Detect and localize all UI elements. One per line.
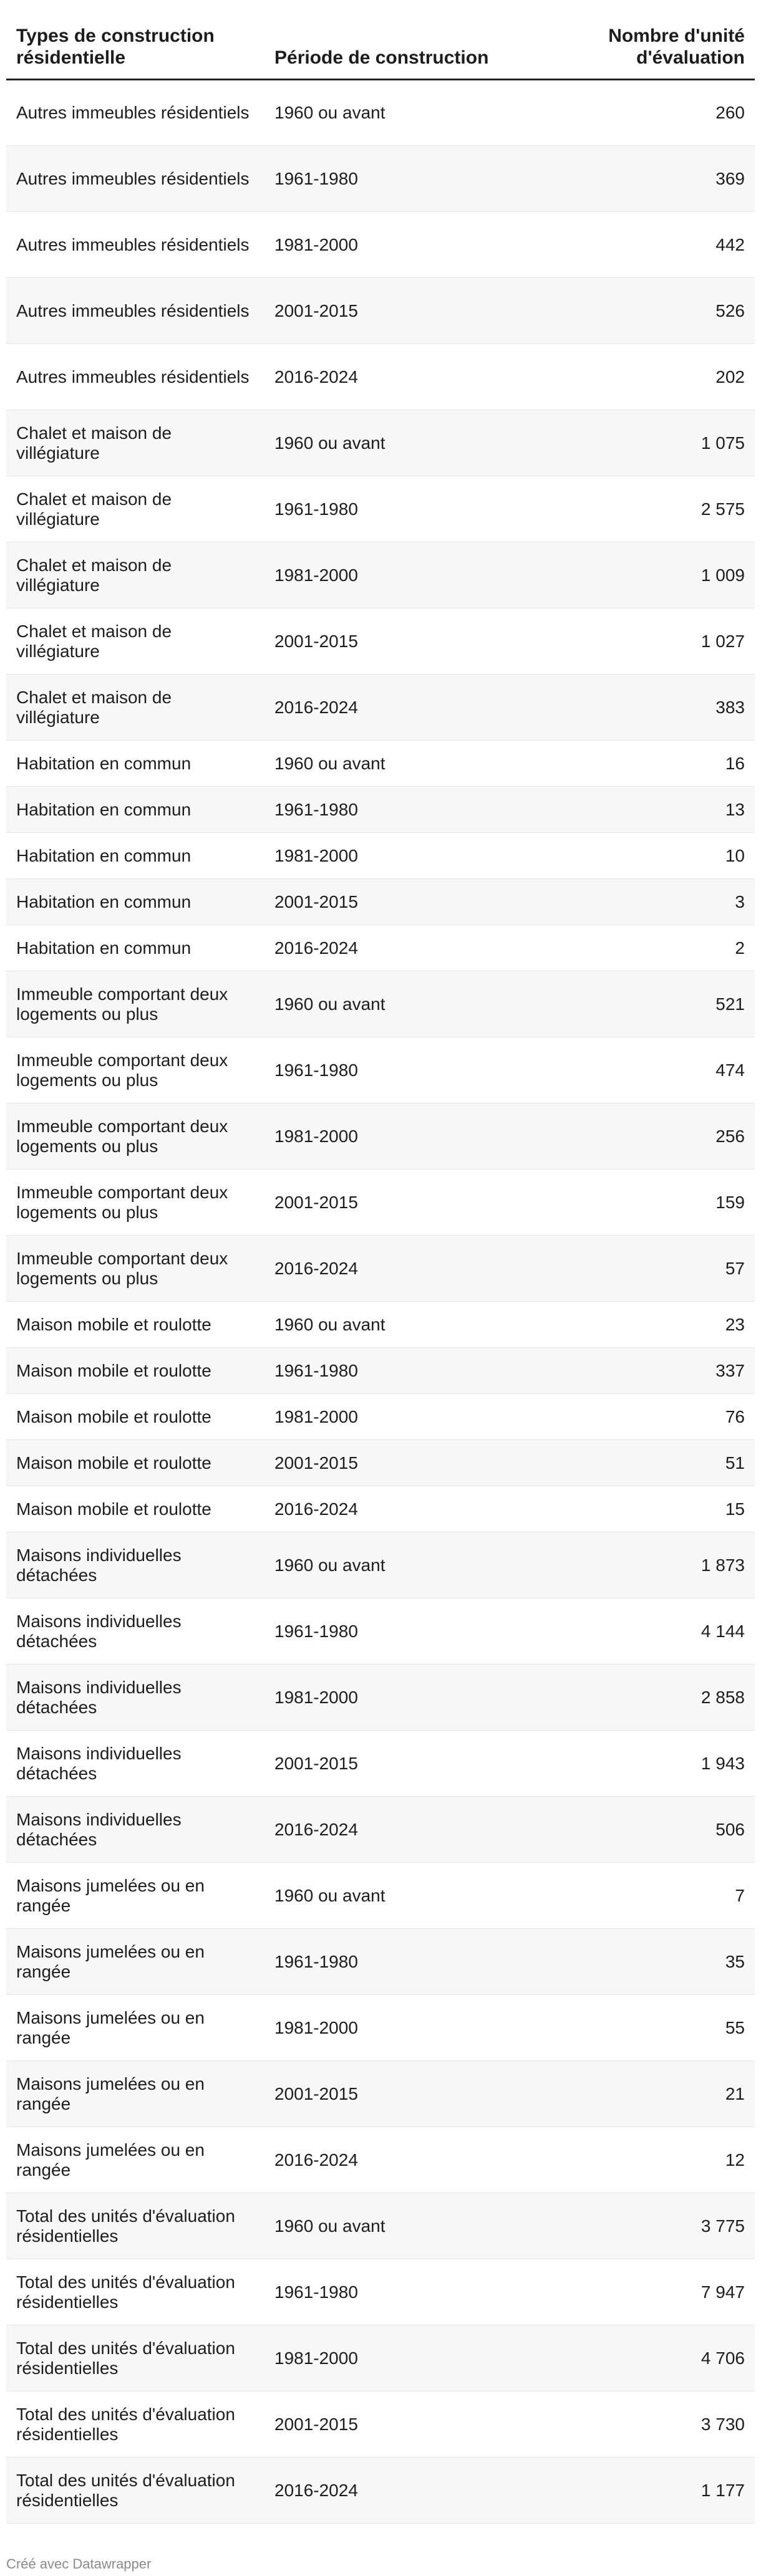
cell-construction-period: 2001-2015 (264, 2061, 563, 2127)
table-row (6, 2127, 755, 2193)
table-row (6, 476, 755, 542)
cell-unit-count: 2 858 (563, 1665, 755, 1731)
cell-unit-count: 16 (563, 741, 755, 787)
cell-construction-type: Total des unités d'évaluation résidentielles (6, 2391, 264, 2458)
table-row (6, 212, 755, 278)
table-row (6, 1532, 755, 1598)
cell-construction-period: 1981-2000 (264, 833, 563, 879)
table-row (6, 1797, 755, 1863)
cell-construction-period: 1961-1980 (264, 476, 563, 542)
cell-unit-count: 12 (563, 2127, 755, 2193)
cell-construction-type: Maisons jumelées ou en rangée (6, 2061, 264, 2127)
cell-construction-type: Chalet et maison de villégiature (6, 410, 264, 476)
cell-unit-count: 526 (563, 278, 755, 344)
cell-construction-type: Maisons jumelées ou en rangée (6, 1995, 264, 2061)
cell-construction-period: 1981-2000 (264, 2325, 563, 2391)
cell-construction-period: 1960 ou avant (264, 1532, 563, 1598)
table-row (6, 787, 755, 833)
cell-construction-period: 1960 ou avant (264, 410, 563, 476)
cell-construction-type: Maison mobile et roulotte (6, 1302, 264, 1348)
cell-construction-type: Autres immeubles résidentiels (6, 344, 264, 410)
cell-construction-type: Maison mobile et roulotte (6, 1440, 264, 1486)
cell-construction-period: 2016-2024 (264, 675, 563, 741)
cell-construction-type: Maisons jumelées ou en rangée (6, 1929, 264, 1995)
cell-construction-type: Immeuble comportant deux logements ou plus (6, 971, 264, 1037)
cell-unit-count: 1 075 (563, 410, 755, 476)
cell-unit-count: 51 (563, 1440, 755, 1486)
cell-construction-period: 1960 ou avant (264, 1302, 563, 1348)
cell-unit-count: 1 873 (563, 1532, 755, 1598)
cell-construction-period: 2016-2024 (264, 1236, 563, 1302)
table-row (6, 1863, 755, 1929)
cell-construction-type: Total des unités d'évaluation résidentielles (6, 2193, 264, 2259)
cell-construction-period: 1961-1980 (264, 1037, 563, 1103)
cell-unit-count: 7 (563, 1863, 755, 1929)
cell-unit-count: 35 (563, 1929, 755, 1995)
cell-construction-type: Total des unités d'évaluation résidentielles (6, 2259, 264, 2325)
table-row (6, 2458, 755, 2524)
cell-unit-count: 383 (563, 675, 755, 741)
table-row (6, 146, 755, 212)
cell-construction-type: Immeuble comportant deux logements ou plus (6, 1170, 264, 1236)
cell-construction-period: 1981-2000 (264, 1995, 563, 2061)
table-row (6, 833, 755, 879)
cell-unit-count: 13 (563, 787, 755, 833)
cell-unit-count: 260 (563, 80, 755, 146)
table-row (6, 925, 755, 971)
column-header-period[interactable]: Période de construction (264, 25, 563, 80)
cell-construction-period: 2016-2024 (264, 1486, 563, 1532)
cell-construction-period: 1981-2000 (264, 1103, 563, 1170)
table-row (6, 1598, 755, 1665)
cell-construction-period: 1960 ou avant (264, 971, 563, 1037)
cell-construction-type: Maisons individuelles détachées (6, 1797, 264, 1863)
cell-construction-period: 1961-1980 (264, 1598, 563, 1665)
cell-construction-type: Total des unités d'évaluation résidentielles (6, 2325, 264, 2391)
table-row (6, 1348, 755, 1394)
cell-construction-period: 1960 ou avant (264, 741, 563, 787)
cell-construction-type: Maisons jumelées ou en rangée (6, 1863, 264, 1929)
table-row (6, 1302, 755, 1348)
table-row (6, 1170, 755, 1236)
cell-unit-count: 4 144 (563, 1598, 755, 1665)
cell-construction-type: Habitation en commun (6, 741, 264, 787)
column-header-count[interactable]: Nombre d'unité d'évaluation (563, 25, 755, 80)
cell-unit-count: 55 (563, 1995, 755, 2061)
cell-unit-count: 3 (563, 879, 755, 925)
cell-construction-period: 2001-2015 (264, 1440, 563, 1486)
cell-unit-count: 474 (563, 1037, 755, 1103)
cell-unit-count: 1 027 (563, 608, 755, 675)
cell-construction-period: 1981-2000 (264, 542, 563, 608)
cell-construction-period: 2016-2024 (264, 2127, 563, 2193)
table-row (6, 410, 755, 476)
cell-construction-type: Habitation en commun (6, 879, 264, 925)
cell-unit-count: 3 730 (563, 2391, 755, 2458)
cell-construction-type: Chalet et maison de villégiature (6, 608, 264, 675)
cell-construction-type: Maisons individuelles détachées (6, 1532, 264, 1598)
cell-unit-count: 442 (563, 212, 755, 278)
cell-construction-period: 1981-2000 (264, 1665, 563, 1731)
cell-construction-type: Autres immeubles résidentiels (6, 278, 264, 344)
cell-construction-type: Habitation en commun (6, 787, 264, 833)
header-row (6, 25, 755, 80)
cell-construction-type: Maisons individuelles détachées (6, 1731, 264, 1797)
table-body (6, 80, 755, 2524)
cell-unit-count: 202 (563, 344, 755, 410)
datawrapper-credit: Créé avec Datawrapper (6, 2556, 152, 2572)
cell-construction-period: 1981-2000 (264, 212, 563, 278)
cell-construction-period: 2001-2015 (264, 1731, 563, 1797)
cell-construction-period: 1960 ou avant (264, 1863, 563, 1929)
table-row (6, 80, 755, 146)
cell-construction-period: 1960 ou avant (264, 2193, 563, 2259)
cell-construction-period: 2001-2015 (264, 2391, 563, 2458)
cell-unit-count: 1 943 (563, 1731, 755, 1797)
cell-construction-type: Maisons jumelées ou en rangée (6, 2127, 264, 2193)
cell-unit-count: 10 (563, 833, 755, 879)
table-row (6, 2259, 755, 2325)
cell-construction-type: Maisons individuelles détachées (6, 1665, 264, 1731)
table-row (6, 542, 755, 608)
table-row (6, 741, 755, 787)
cell-construction-period: 2001-2015 (264, 278, 563, 344)
cell-construction-type: Habitation en commun (6, 925, 264, 971)
cell-construction-type: Habitation en commun (6, 833, 264, 879)
cell-construction-period: 1961-1980 (264, 787, 563, 833)
cell-construction-period: 1981-2000 (264, 1394, 563, 1440)
cell-construction-type: Immeuble comportant deux logements ou plus (6, 1236, 264, 1302)
table-row (6, 1486, 755, 1532)
table-row (6, 971, 755, 1037)
cell-construction-type: Autres immeubles résidentiels (6, 80, 264, 146)
cell-construction-type: Immeuble comportant deux logements ou plus (6, 1103, 264, 1170)
table-row (6, 1037, 755, 1103)
table-row (6, 344, 755, 410)
cell-construction-type: Immeuble comportant deux logements ou plus (6, 1037, 264, 1103)
cell-construction-period: 2001-2015 (264, 1170, 563, 1236)
column-header-type[interactable]: Types de construction résidentielle (6, 25, 264, 80)
table-row (6, 278, 755, 344)
table-row (6, 1236, 755, 1302)
cell-unit-count: 521 (563, 971, 755, 1037)
cell-construction-period: 2016-2024 (264, 925, 563, 971)
table-row (6, 1394, 755, 1440)
cell-construction-type: Total des unités d'évaluation résidentielles (6, 2458, 264, 2524)
cell-unit-count: 159 (563, 1170, 755, 1236)
data-table (6, 25, 755, 2524)
cell-construction-period: 2001-2015 (264, 879, 563, 925)
cell-construction-period: 1961-1980 (264, 1929, 563, 1995)
cell-unit-count: 2 575 (563, 476, 755, 542)
cell-unit-count: 1 177 (563, 2458, 755, 2524)
table-row (6, 1665, 755, 1731)
table-row (6, 2325, 755, 2391)
table-row (6, 675, 755, 741)
cell-construction-type: Maison mobile et roulotte (6, 1394, 264, 1440)
cell-construction-type: Chalet et maison de villégiature (6, 542, 264, 608)
cell-unit-count: 4 706 (563, 2325, 755, 2391)
data-table-container (6, 25, 755, 2524)
cell-construction-type: Maison mobile et roulotte (6, 1348, 264, 1394)
cell-unit-count: 57 (563, 1236, 755, 1302)
table-row (6, 608, 755, 675)
cell-unit-count: 23 (563, 1302, 755, 1348)
table-row (6, 1440, 755, 1486)
table-row (6, 1929, 755, 1995)
cell-construction-type: Maison mobile et roulotte (6, 1486, 264, 1532)
cell-unit-count: 337 (563, 1348, 755, 1394)
cell-construction-type: Maisons individuelles détachées (6, 1598, 264, 1665)
table-header (6, 25, 755, 80)
cell-unit-count: 506 (563, 1797, 755, 1863)
cell-construction-type: Chalet et maison de villégiature (6, 476, 264, 542)
table-row (6, 2391, 755, 2458)
cell-construction-period: 1961-1980 (264, 1348, 563, 1394)
cell-unit-count: 256 (563, 1103, 755, 1170)
table-row (6, 879, 755, 925)
cell-unit-count: 15 (563, 1486, 755, 1532)
cell-unit-count: 7 947 (563, 2259, 755, 2325)
cell-construction-period: 1961-1980 (264, 146, 563, 212)
cell-construction-type: Autres immeubles résidentiels (6, 146, 264, 212)
cell-construction-type: Autres immeubles résidentiels (6, 212, 264, 278)
cell-unit-count: 3 775 (563, 2193, 755, 2259)
table-row (6, 1995, 755, 2061)
cell-construction-period: 1961-1980 (264, 2259, 563, 2325)
cell-construction-period: 1960 ou avant (264, 80, 563, 146)
cell-construction-period: 2001-2015 (264, 608, 563, 675)
cell-unit-count: 369 (563, 146, 755, 212)
cell-unit-count: 76 (563, 1394, 755, 1440)
cell-construction-period: 2016-2024 (264, 344, 563, 410)
cell-unit-count: 2 (563, 925, 755, 971)
table-row (6, 2061, 755, 2127)
cell-construction-period: 2016-2024 (264, 1797, 563, 1863)
cell-construction-period: 2016-2024 (264, 2458, 563, 2524)
table-row (6, 1731, 755, 1797)
table-row (6, 1103, 755, 1170)
cell-unit-count: 21 (563, 2061, 755, 2127)
table-row (6, 2193, 755, 2259)
cell-construction-type: Chalet et maison de villégiature (6, 675, 264, 741)
cell-unit-count: 1 009 (563, 542, 755, 608)
